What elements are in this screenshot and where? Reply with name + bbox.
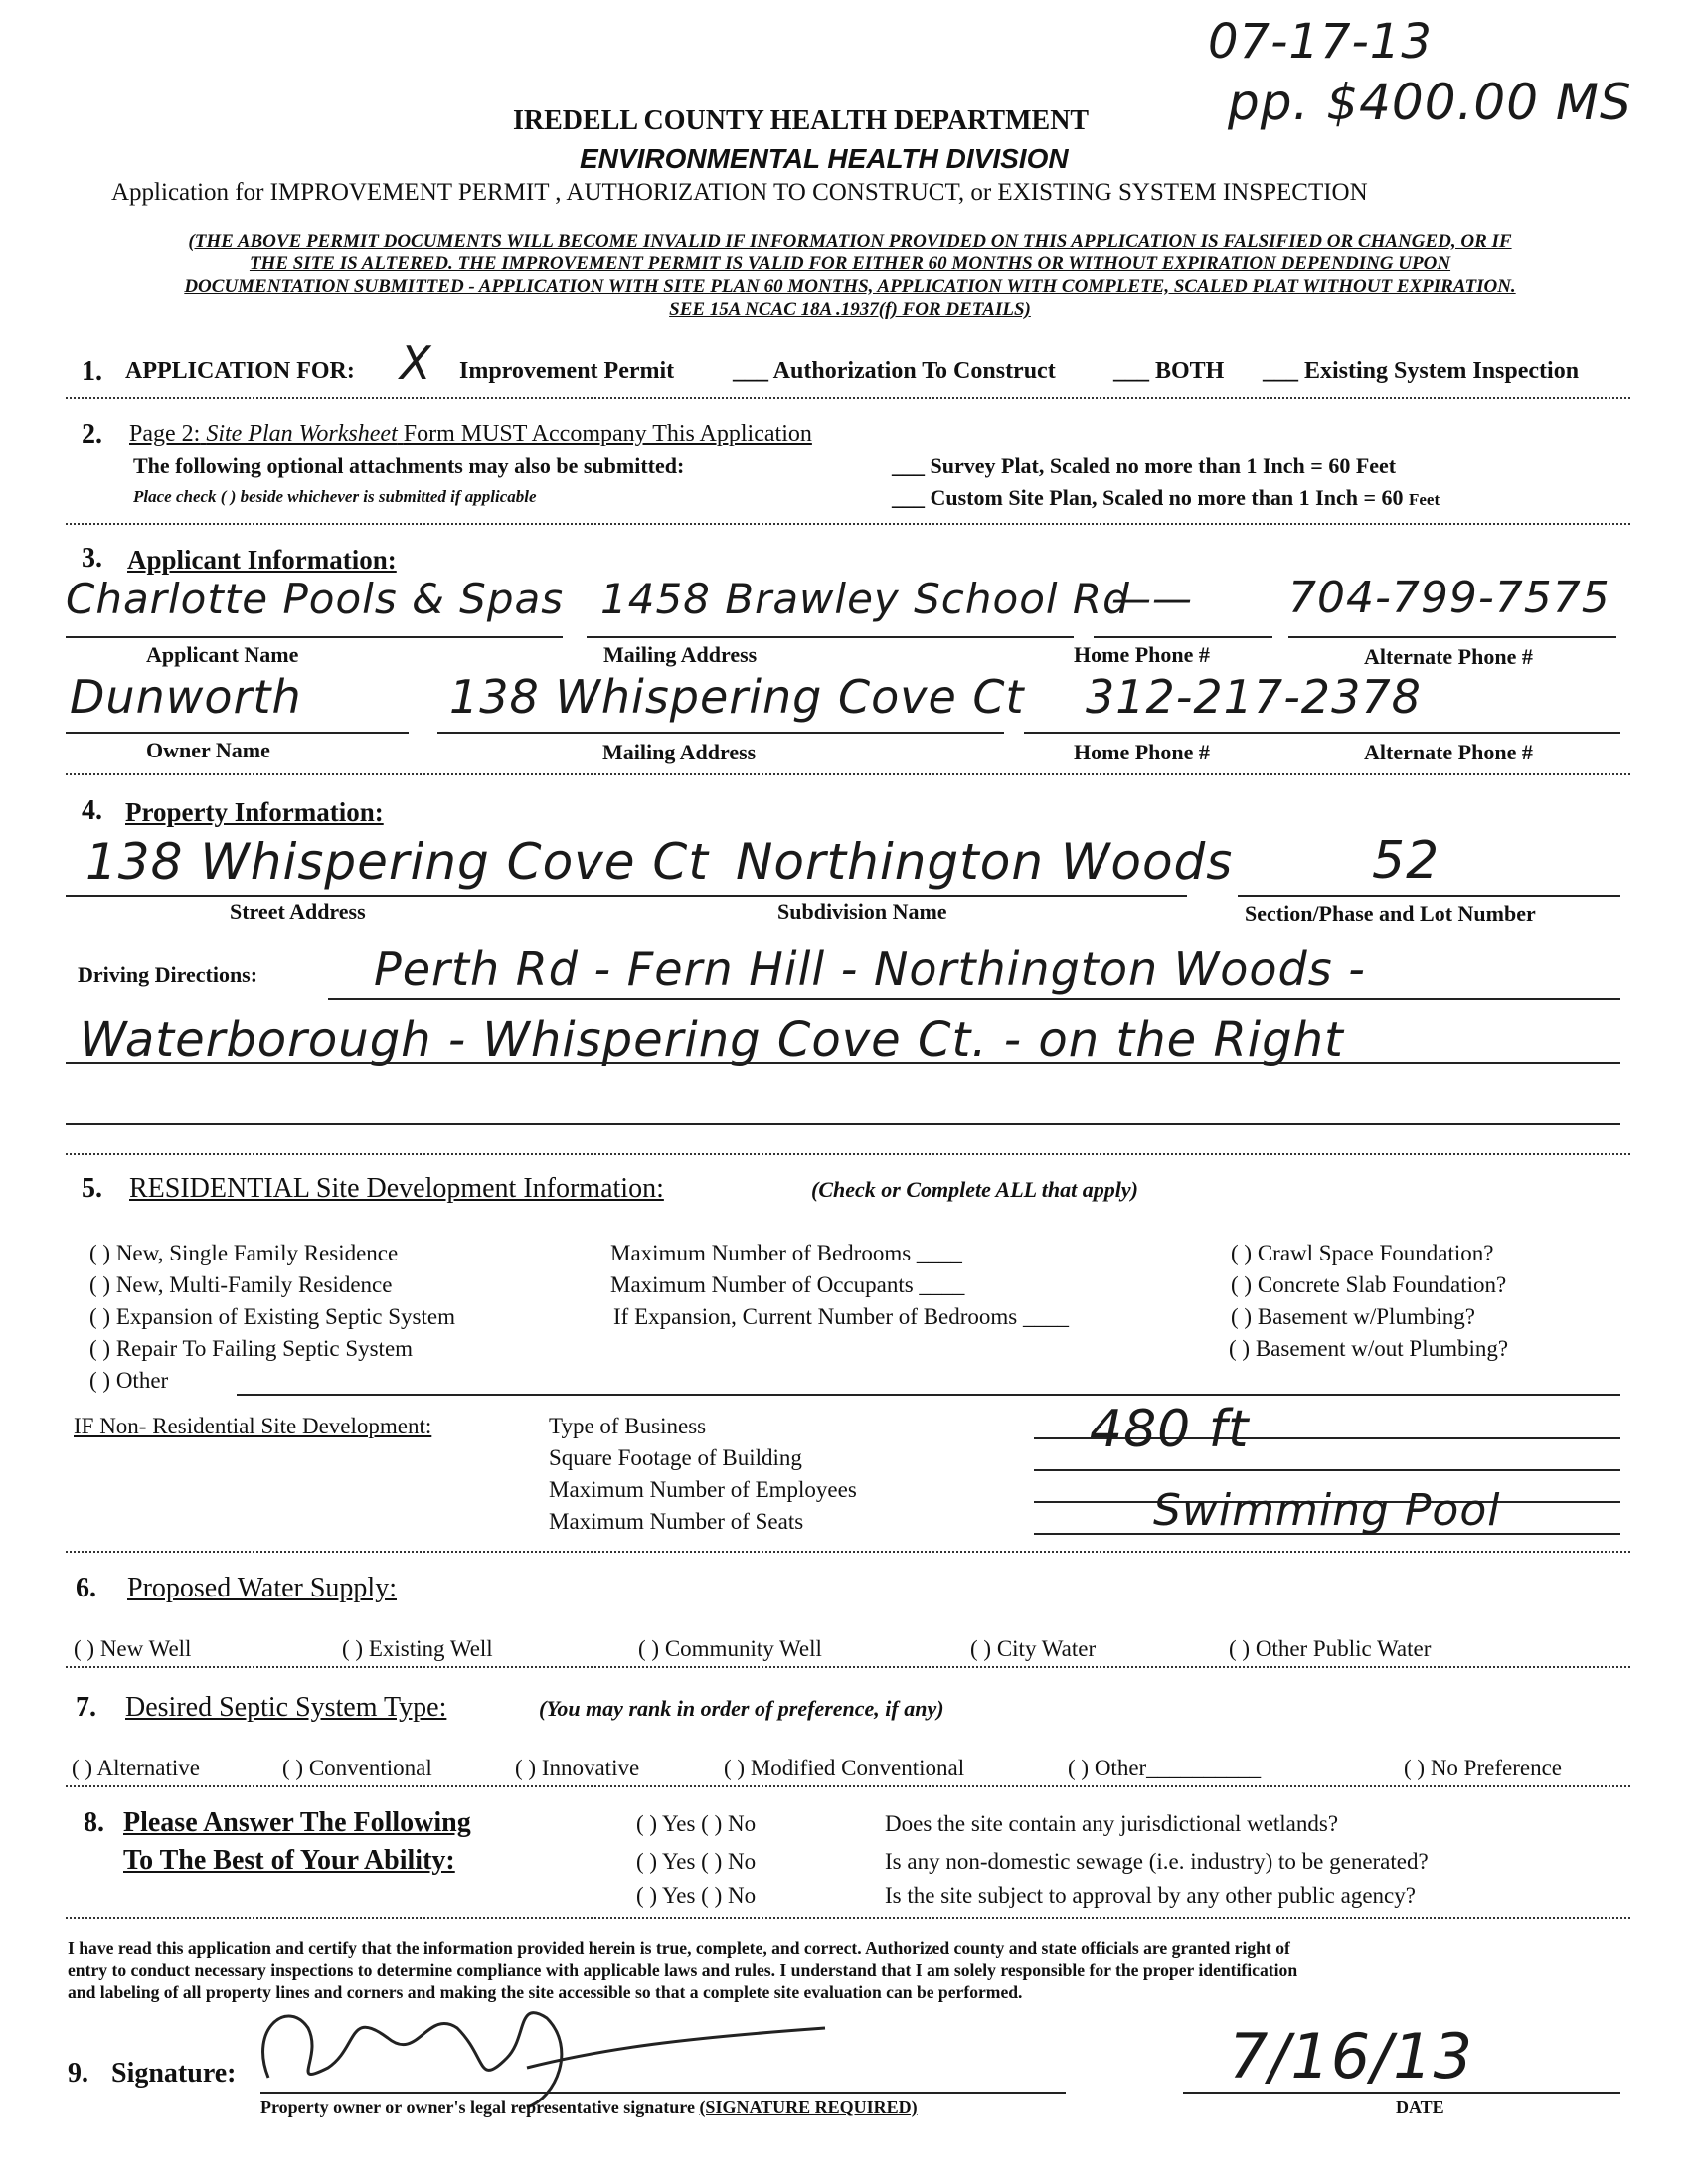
signature-line bbox=[260, 2092, 1066, 2094]
section3-number: 3. bbox=[82, 543, 102, 574]
street-line bbox=[66, 895, 642, 897]
label-owner-alt-phone: Alternate Phone # bbox=[1364, 740, 1533, 764]
option-authorization-to-construct[interactable]: ___ Authorization To Construct bbox=[733, 358, 1056, 384]
max-seats: Maximum Number of Seats bbox=[549, 1509, 804, 1534]
label-street-address: Street Address bbox=[230, 899, 366, 924]
signature-required: (SIGNATURE REQUIRED) bbox=[699, 2098, 918, 2117]
applicant-home-line bbox=[1094, 636, 1272, 638]
repair-septic[interactable]: ( ) Repair To Failing Septic System bbox=[89, 1336, 414, 1361]
option-both[interactable]: ___ BOTH bbox=[1113, 358, 1225, 384]
applicant-alt-line bbox=[1288, 636, 1616, 638]
section4-number: 4. bbox=[82, 795, 102, 826]
applicant-name-line bbox=[66, 636, 563, 638]
septic-modified-conventional[interactable]: ( ) Modified Conventional bbox=[724, 1756, 965, 1780]
sewage-yes-no[interactable]: ( ) Yes ( ) No bbox=[636, 1849, 757, 1874]
septic-alternative[interactable]: ( ) Alternative bbox=[72, 1756, 201, 1780]
separator bbox=[66, 1785, 1630, 1789]
separator bbox=[66, 1153, 1630, 1157]
applicant-mailing-value[interactable]: 1458 Brawley School Rd bbox=[600, 575, 1130, 623]
water-community-well[interactable]: ( ) Community Well bbox=[638, 1636, 822, 1661]
certification-line: I have read this application and certify that the information provided herein is true, complete, and correct. Authorized county and state officials are granted right of bbox=[68, 1938, 1290, 1958]
section8-title-line2: To The Best of Your Ability: bbox=[123, 1845, 455, 1876]
separator bbox=[66, 397, 1630, 401]
agency-yes-no[interactable]: ( ) Yes ( ) No bbox=[636, 1883, 757, 1908]
optional-attachments-text: The following optional attachments may also be submitted: bbox=[133, 453, 685, 478]
section7-number: 7. bbox=[76, 1692, 96, 1723]
expansion-septic[interactable]: ( ) Expansion of Existing Septic System bbox=[89, 1304, 455, 1329]
section7-title: Desired Septic System Type: bbox=[125, 1692, 447, 1723]
owner-home-phone-value[interactable]: 312-217-2378 bbox=[1086, 670, 1422, 724]
other-residence[interactable]: ( ) Other bbox=[89, 1368, 169, 1393]
separator bbox=[66, 1666, 1630, 1670]
directions-line-2[interactable]: Waterborough - Whispering Cove Ct. - on the Right bbox=[80, 1012, 1344, 1068]
division-title: ENVIRONMENTAL HEALTH DIVISION bbox=[580, 143, 1069, 174]
seats-value[interactable]: Swimming Pool bbox=[1153, 1485, 1501, 1536]
water-new-well[interactable]: ( ) New Well bbox=[74, 1636, 192, 1661]
label-applicant-name: Applicant Name bbox=[146, 642, 299, 667]
lot-line bbox=[1238, 895, 1620, 897]
sqft-value[interactable]: 480 ft bbox=[1090, 1400, 1250, 1459]
label-owner-mailing: Mailing Address bbox=[602, 740, 757, 764]
signature-scribble[interactable] bbox=[229, 1968, 845, 2117]
certification-line: entry to conduct necessary inspections to determine compliance with applicable laws and rules. I understand that I am solely responsible for the proper identification bbox=[68, 1960, 1298, 1980]
custom-site-plan-text: ___ Custom Site Plan, Scaled no more than 1 Inch = 60 bbox=[892, 485, 1404, 510]
section7-subtitle: (You may rank in order of preference, if any) bbox=[539, 1696, 944, 1721]
date-label: DATE bbox=[1396, 2098, 1444, 2117]
separator bbox=[66, 523, 1630, 527]
section2-title-prefix: Page 2: bbox=[129, 421, 201, 447]
section6-number: 6. bbox=[76, 1573, 96, 1603]
signature-caption-prefix: Property owner or owner's legal representative signature bbox=[260, 2098, 695, 2117]
section9-number: 9. bbox=[68, 2058, 88, 2089]
option-existing-system-inspection[interactable]: ___ Existing System Inspection bbox=[1263, 358, 1580, 384]
owner-home-line bbox=[1024, 732, 1620, 734]
section1-number: 1. bbox=[82, 356, 102, 387]
label-lot-number: Section/Phase and Lot Number bbox=[1245, 901, 1536, 925]
directions-line-3-rule bbox=[66, 1123, 1620, 1125]
notice-line: (THE ABOVE PERMIT DOCUMENTS WILL BECOME INVALID IF INFORMATION PROVIDED ON THIS APPLICATION IS FALSIFIED OR CHANGED, OR IF bbox=[188, 231, 1512, 252]
max-occupants[interactable]: Maximum Number of Occupants ____ bbox=[610, 1272, 965, 1297]
signature-date-value[interactable]: 7/16/13 bbox=[1229, 2020, 1474, 2093]
section5-title: RESIDENTIAL Site Development Information: bbox=[129, 1173, 664, 1204]
owner-mailing-value[interactable]: 138 Whispering Cove Ct bbox=[449, 670, 1025, 724]
handwritten-date: 07-17-13 bbox=[1208, 14, 1433, 70]
notice-line: THE SITE IS ALTERED. THE IMPROVEMENT PERMIT IS VALID FOR EITHER 60 MONTHS OR WITHOUT EXPIRATION DEPENDING UPON bbox=[249, 253, 1451, 274]
custom-site-plan-unit: Feet bbox=[1409, 490, 1440, 509]
applicant-home-phone-value[interactable]: —— bbox=[1111, 577, 1193, 622]
separator bbox=[66, 773, 1630, 777]
lot-number-value[interactable]: 52 bbox=[1372, 831, 1440, 891]
basement-no-plumbing[interactable]: ( ) Basement w/out Plumbing? bbox=[1229, 1336, 1509, 1361]
section3-title: Applicant Information: bbox=[127, 545, 397, 575]
section4-title: Property Information: bbox=[125, 797, 384, 827]
sqft-line bbox=[1034, 1469, 1620, 1471]
basement-plumbing[interactable]: ( ) Basement w/Plumbing? bbox=[1231, 1304, 1475, 1329]
septic-other[interactable]: ( ) Other__________ bbox=[1068, 1756, 1262, 1780]
agency-title: IREDELL COUNTY HEALTH DEPARTMENT bbox=[513, 105, 1090, 136]
question-sewage: Is any non-domestic sewage (i.e. industry) to be generated? bbox=[885, 1849, 1429, 1874]
notice-line: DOCUMENTATION SUBMITTED - APPLICATION WITH SITE PLAN 60 MONTHS, APPLICATION WITH COMPLETE, SCALED PLAT WITHOUT EXPIRATION. bbox=[184, 276, 1516, 297]
square-footage: Square Footage of Building bbox=[549, 1445, 802, 1470]
separator bbox=[66, 1551, 1630, 1555]
question-agency: Is the site subject to approval by any other public agency? bbox=[885, 1883, 1416, 1908]
label-owner-home-phone: Home Phone # bbox=[1074, 740, 1210, 764]
separator bbox=[66, 1917, 1630, 1921]
label-driving-directions: Driving Directions: bbox=[78, 962, 258, 987]
section1-label: APPLICATION FOR: bbox=[125, 358, 355, 384]
date-line bbox=[1183, 2092, 1620, 2094]
section5-subtitle: (Check or Complete ALL that apply) bbox=[811, 1177, 1138, 1202]
owner-name-line bbox=[66, 732, 409, 734]
label-owner-name: Owner Name bbox=[146, 738, 270, 762]
crawl-space[interactable]: ( ) Crawl Space Foundation? bbox=[1231, 1241, 1494, 1265]
option-improvement-permit[interactable]: Improvement Permit bbox=[459, 358, 675, 384]
residence-multi-family[interactable]: ( ) New, Multi-Family Residence bbox=[89, 1272, 393, 1297]
custom-site-plan-option[interactable] bbox=[892, 485, 1440, 511]
section1-check-mark[interactable]: X bbox=[400, 336, 432, 390]
nonresidential-label: IF Non- Residential Site Development: bbox=[74, 1414, 432, 1438]
section8-number: 8. bbox=[84, 1807, 104, 1838]
section2-title-suffix: Form MUST Accompany This Application bbox=[403, 421, 812, 447]
wetlands-yes-no[interactable]: ( ) Yes ( ) No bbox=[636, 1811, 757, 1836]
survey-plat-option[interactable]: ___ Survey Plat, Scaled no more than 1 Inch = 60 Feet bbox=[892, 453, 1397, 478]
label-subdivision: Subdivision Name bbox=[777, 899, 947, 924]
question-wetlands: Does the site contain any jurisdictional wetlands? bbox=[885, 1811, 1339, 1836]
septic-conventional[interactable]: ( ) Conventional bbox=[282, 1756, 432, 1780]
directions-line-1[interactable]: Perth Rd - Fern Hill - Northington Woods - bbox=[374, 942, 1366, 996]
directions-line-2-rule bbox=[66, 1062, 1620, 1064]
notice-line: SEE 15A NCAC 18A .1937(f) FOR DETAILS) bbox=[669, 299, 1031, 320]
section5-number: 5. bbox=[82, 1173, 102, 1204]
street-address-value[interactable]: 138 Whispering Cove Ct bbox=[85, 833, 709, 891]
max-employees: Maximum Number of Employees bbox=[549, 1477, 857, 1502]
place-check-text: Place check ( ) beside whichever is submitted if applicable bbox=[133, 487, 537, 506]
label-alternate-phone: Alternate Phone # bbox=[1364, 644, 1533, 669]
certification-line: and labeling of all property lines and corners and making the site accessible so that a complete site evaluation can be performed. bbox=[68, 1982, 1023, 2002]
label-mailing-address: Mailing Address bbox=[603, 642, 758, 667]
current-bedrooms[interactable]: If Expansion, Current Number of Bedrooms ____ bbox=[613, 1304, 1070, 1329]
residence-single-family[interactable]: ( ) New, Single Family Residence bbox=[89, 1241, 399, 1265]
owner-name-value[interactable]: Dunworth bbox=[70, 670, 302, 724]
water-city[interactable]: ( ) City Water bbox=[970, 1636, 1097, 1661]
subdivision-line bbox=[642, 895, 1187, 897]
application-title: Application for IMPROVEMENT PERMIT , AUTHORIZATION TO CONSTRUCT, or EXISTING SYSTEM INSPECTION bbox=[111, 179, 1368, 206]
directions-line-1-rule bbox=[328, 998, 1620, 1000]
septic-no-preference[interactable]: ( ) No Preference bbox=[1404, 1756, 1562, 1780]
applicant-mailing-line bbox=[587, 636, 1074, 638]
section2-number: 2. bbox=[82, 420, 102, 450]
section6-title: Proposed Water Supply: bbox=[127, 1573, 397, 1603]
max-bedrooms[interactable]: Maximum Number of Bedrooms ____ bbox=[610, 1241, 962, 1265]
applicant-name-value[interactable]: Charlotte Pools & Spas bbox=[66, 575, 565, 623]
other-line bbox=[237, 1394, 1620, 1396]
handwritten-fee: pp. $400.00 MS bbox=[1228, 74, 1632, 131]
water-existing-well[interactable]: ( ) Existing Well bbox=[342, 1636, 493, 1661]
section2-title-italic: Site Plan Worksheet bbox=[206, 421, 398, 447]
section8-title-line1: Please Answer The Following bbox=[123, 1807, 471, 1838]
water-other-public[interactable]: ( ) Other Public Water bbox=[1229, 1636, 1432, 1661]
septic-innovative[interactable]: ( ) Innovative bbox=[515, 1756, 640, 1780]
label-home-phone: Home Phone # bbox=[1074, 642, 1210, 667]
subdivision-value[interactable]: Northington Woods bbox=[736, 833, 1234, 891]
type-of-business: Type of Business bbox=[549, 1414, 707, 1438]
applicant-alt-phone-value[interactable]: 704-799-7575 bbox=[1288, 573, 1610, 623]
signature-label: Signature: bbox=[111, 2058, 237, 2089]
concrete-slab[interactable]: ( ) Concrete Slab Foundation? bbox=[1231, 1272, 1507, 1297]
section2-title bbox=[129, 421, 812, 448]
signature-caption bbox=[260, 2098, 918, 2118]
owner-mailing-line bbox=[437, 732, 1004, 734]
